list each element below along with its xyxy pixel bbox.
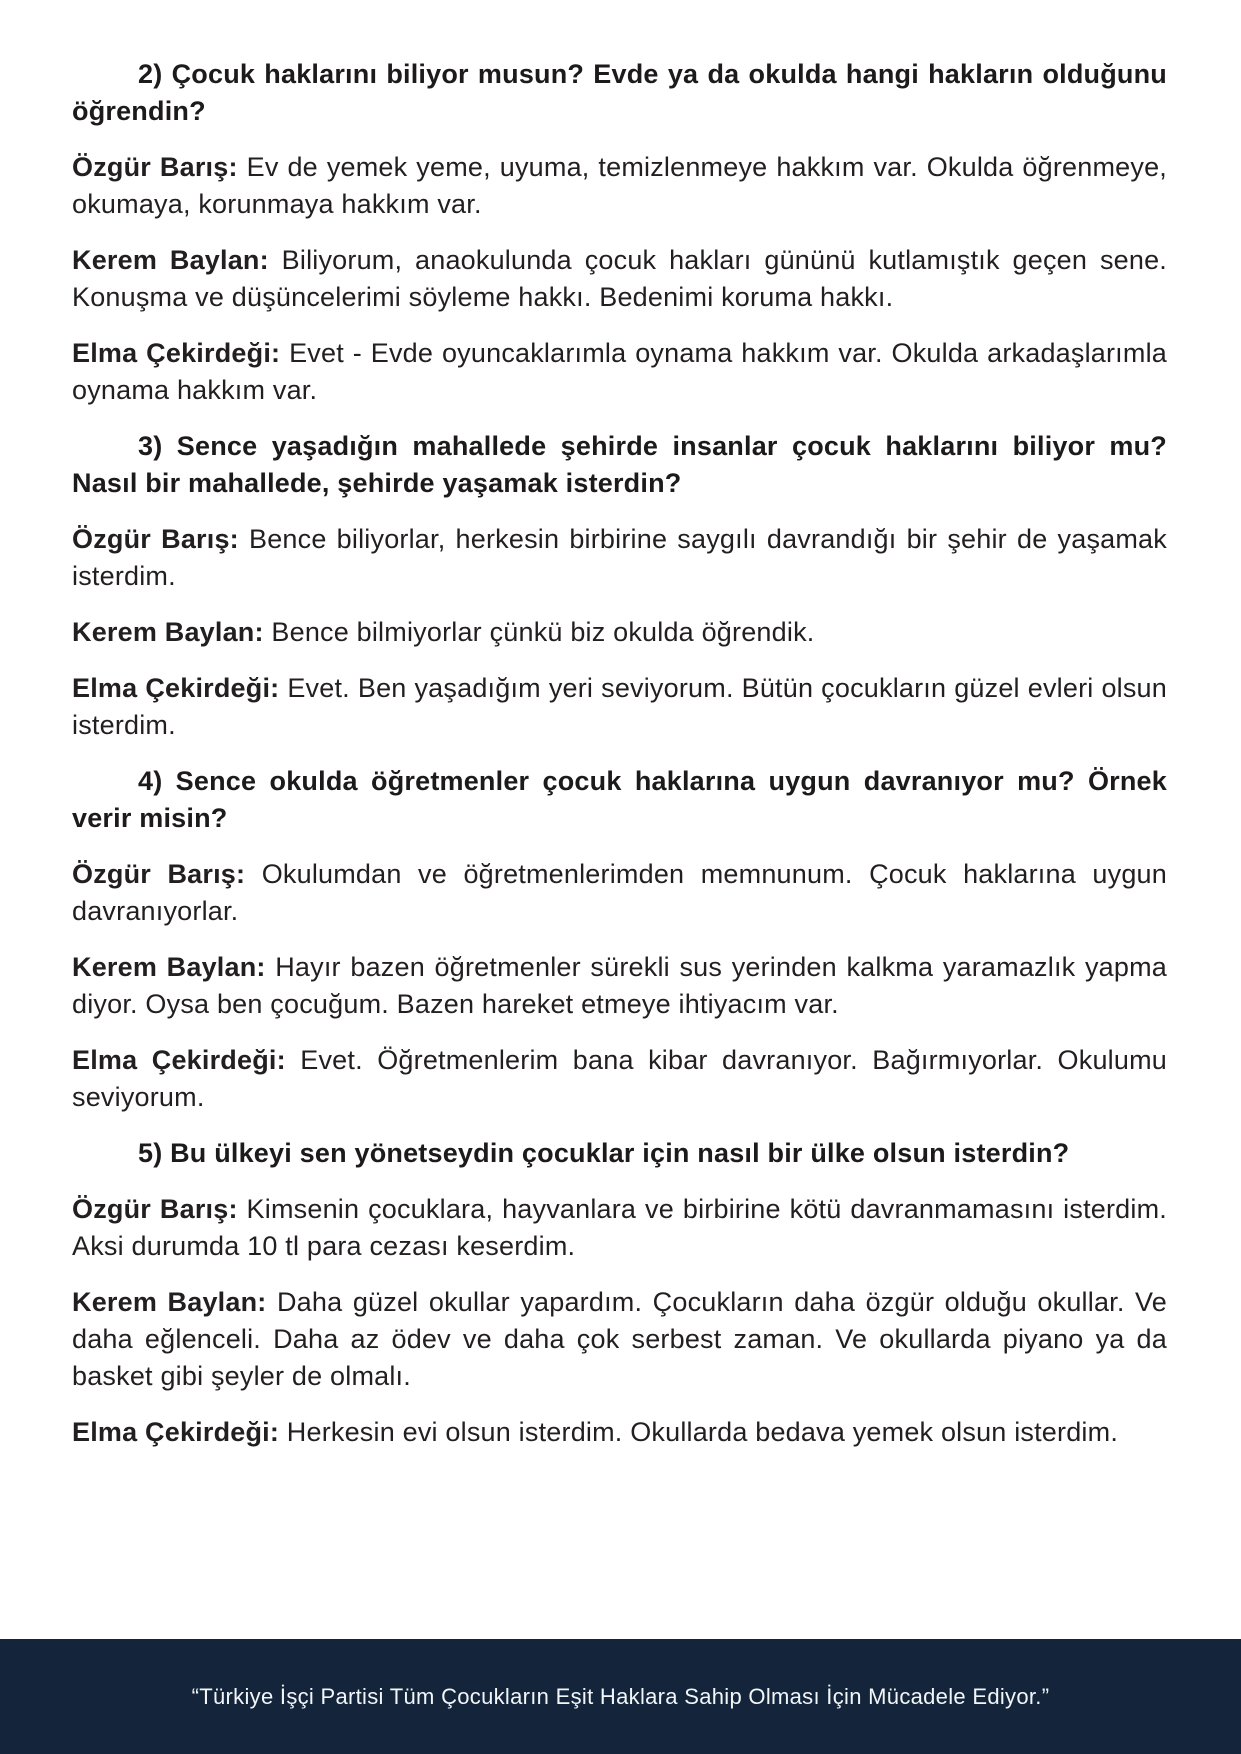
question-heading: 3) Sence yaşadığın mahallede şehirde insanlar çocuk haklarını biliyor mu? Nasıl bir mahallede, şehirde yaşamak isterdin? (72, 431, 1167, 498)
answer-paragraph (72, 1191, 1167, 1265)
speaker-name: Kerem Baylan: (72, 617, 264, 647)
speaker-name: Özgür Barış: (72, 859, 246, 889)
answer-paragraph (72, 856, 1167, 930)
answer-paragraph (72, 242, 1167, 316)
answer-text: Bence biliyorlar, herkesin birbirine saygılı davrandığı bir şehir de yaşamak isterdim. (72, 524, 1167, 591)
answer-text: Herkesin evi olsun isterdim. Okullarda bedava yemek olsun isterdim. (279, 1417, 1119, 1447)
question-heading: 5) Bu ülkeyi sen yönetseydin çocuklar için nasıl bir ülke olsun isterdin? (138, 1138, 1070, 1168)
answer-text: Evet. Öğretmenlerim bana kibar davranıyor. Bağırmıyorlar. Okulumu seviyorum. (72, 1045, 1167, 1112)
answer-text: Okulumdan ve öğretmenlerimden memnunum. Çocuk haklarına uygun davranıyorlar. (72, 859, 1167, 926)
speaker-name: Özgür Barış: (72, 1194, 238, 1224)
speaker-name: Elma Çekirdeği: (72, 338, 281, 368)
speaker-name: Elma Çekirdeği: (72, 1417, 280, 1447)
answer-text: Evet. Ben yaşadığım yeri seviyorum. Bütün çocukların güzel evleri olsun isterdim. (72, 673, 1167, 740)
answer-paragraph (72, 335, 1167, 409)
answer-paragraph (72, 1042, 1167, 1116)
answer-paragraph (72, 670, 1167, 744)
speaker-name: Elma Çekirdeği: (72, 1045, 286, 1075)
speaker-name: Elma Çekirdeği: (72, 673, 280, 703)
footer-banner (0, 1639, 1241, 1754)
answer-text: Biliyorum, anaokulunda çocuk hakları gününü kutlamıştık geçen sene. Konuşma ve düşüncelerimi söyleme hakkı. Bedenimi koruma hakkı. (72, 245, 1167, 312)
answer-paragraph (72, 1414, 1167, 1451)
answer-text: Ev de yemek yeme, uyuma, temizlenmeye hakkım var. Okulda öğrenmeye, okumaya, korunmaya hakkım var. (72, 152, 1167, 219)
speaker-name: Kerem Baylan: (72, 952, 266, 982)
interview-content (72, 56, 1167, 1470)
speaker-name: Kerem Baylan: (72, 245, 269, 275)
answer-paragraph (72, 149, 1167, 223)
answer-paragraph (72, 614, 1167, 651)
speaker-name: Özgür Barış: (72, 524, 239, 554)
speaker-name: Özgür Barış: (72, 152, 238, 182)
speaker-name: Kerem Baylan: (72, 1287, 267, 1317)
answer-paragraph (72, 949, 1167, 1023)
answer-text: Hayır bazen öğretmenler sürekli sus yerinden kalkma yaramazlık yapma diyor. Oysa ben çocuğum. Bazen hareket etmeye ihtiyacım var. (72, 952, 1168, 1019)
answer-text: Daha güzel okullar yapardım. Çocukların daha özgür olduğu okullar. Ve daha eğlenceli. Daha az ödev ve daha çok serbest zaman. Ve okullarda piyano ya da basket gibi şeyler de olmalı. (72, 1287, 1167, 1391)
answer-text: Kimsenin çocuklara, hayvanlara ve birbirine kötü davranmamasını isterdim. Aksi durumda 10 tl para cezası keserdim. (72, 1194, 1167, 1261)
question-heading: 4) Sence okulda öğretmenler çocuk haklarına uygun davranıyor mu? Örnek verir misin? (72, 766, 1167, 833)
answer-paragraph (72, 521, 1167, 595)
answer-text: Bence bilmiyorlar çünkü biz okulda öğrendik. (263, 617, 815, 647)
answer-paragraph (72, 1284, 1167, 1395)
footer-slogan: “Türkiye İşçi Partisi Tüm Çocukların Eşit Haklara Sahip Olması İçin Mücadele Ediyor.” (191, 1683, 1050, 1709)
answer-text: Evet - Evde oyuncaklarımla oynama hakkım var. Okulda arkadaşlarımla oynama hakkım var. (72, 338, 1167, 405)
question-heading: 2) Çocuk haklarını biliyor musun? Evde ya da okulda hangi hakların olduğunu öğrendin? (72, 59, 1167, 126)
